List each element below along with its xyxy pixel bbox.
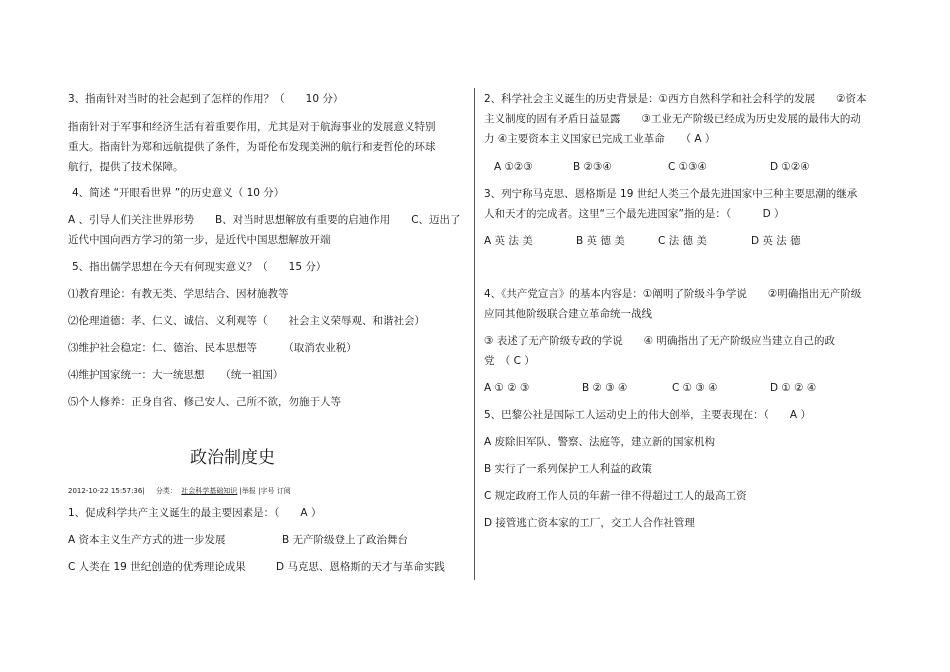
q3-answer-line: 航行，提供了技术保障。 [68,161,184,173]
mc2-option: C ①③④ [668,161,707,173]
mc2-line: 2、科学社会主义诞生的历史背景是：①西方自然科学和社会科学的发展 ②资本 [484,93,867,105]
q5-item: ⑴教育理论：有教无类、学思结合、因材施教等 [68,288,289,300]
mc4-option: A ① ② ③ [484,382,530,394]
mc2-option: B ②③④ [573,161,612,173]
mc5-option: A 废除旧军队、警察、法庭等，建立新的国家机构 [484,436,716,448]
q3-answer-line: 指南针对于军事和经济生活有着重要作用，尤其是对于航海事业的发展意义特别 [68,121,436,133]
mc1-option: A 资本主义生产方式的进一步发展 [68,534,226,546]
mc4-line: 应同其他阶级联合建立革命统一战线 [484,308,652,320]
q5-item: ⑷维护国家统一：大一统思想 （统一祖国） [68,369,284,381]
q3-question: 3、指南针对当时的社会起到了怎样的作用？（ 10 分） [68,93,344,105]
q5-item: ⑸个人修养：正身自省、修己安人、己所不欲，勿施于人等 [68,396,341,408]
mc3-line: 人和天才的完成者。这里“三个最先进国家”指的是：（ D ） [484,208,785,220]
q5-item: ⑵伦理道德：孝、仁义、诚信、义利观等（ 社会主义荣辱观、和谐社会） [68,315,425,327]
mc5-option: D 接管逃亡资本家的工厂，交工人合作社管理 [484,517,695,529]
q4-answer-line: 近代中国向西方学习的第一步，是近代中国思想解放开端 [68,234,331,246]
mc3-option: A 英 法 美 [484,235,533,247]
category-label: 分类： [155,487,177,495]
mc4-option: D ① ② ④ [770,382,817,394]
q5-item: ⑶维护社会稳定：仁、德治、民本思想等 （取消农业税） [68,342,357,354]
post-meta [68,486,291,496]
mc3-line: 3、列宁称马克思、恩格斯是 19 世纪人类三个最先进国家中三种主要思潮的继承 [484,188,858,200]
mc4-line: 党 （ C ） [484,355,535,367]
mc2-option: A ①②③ [494,161,533,173]
mc2-line: 力 ④主要资本主义国家已完成工业革命 （ A ） [484,133,716,145]
q4-answer-line: A 、引导人们关注世界形势 B、对当时思想解放有重要的启迪作用 C、迈出了 [68,214,461,226]
mc5-option: B 实行了一系列保护工人利益的政策 [484,463,653,475]
mc5-option: C 规定政府工作人员的年薪一律不得超过工人的最高工资 [484,490,747,502]
mc4-option: B ② ③ ④ [582,382,628,394]
mc5-question: 5、巴黎公社是国际工人运动史上的伟大创举，主要表现在：（ A ） [484,409,811,421]
mc3-option: C 法 德 美 [658,235,707,247]
mc2-option: D ①②④ [770,161,810,173]
mc3-option: D 英 法 德 [751,235,801,247]
mc4-line: ③ 表述了无产阶级专政的学说 ④ 明确指出了无产阶级应当建立自己的政 [484,335,836,347]
q4-question: 4、简述 “开眼看世界 ”的历史意义（ 10 分） [72,187,285,199]
category-link[interactable]: 社会科学基础知识 [181,487,238,495]
mc3-option: B 英 德 美 [576,235,625,247]
mc1-option: B 无产阶级登上了政治舞台 [282,534,409,546]
mc1-question: 1、促成科学共产主义诞生的最主要因素是：（ A ） [68,507,322,519]
post-actions[interactable]: |举报 |字号 订阅 [239,487,291,495]
mc1-option: D 马克思、恩格斯的天才与革命实践 [276,561,445,573]
post-date: 2012-10-22 15:57:36| [68,487,145,495]
mc4-line: 4、《共产党宣言》的基本内容是：①阐明了阶级斗争学说 ②明确指出无产阶级 [484,288,862,300]
q3-answer-line: 重大。指南针为郑和远航提供了条件，为哥伦布发现美洲的航行和麦哲伦的环球 [68,141,436,153]
section-title: 政治制度史 [190,448,275,468]
q5-question: 5、指出儒学思想在今天有何现实意义？（ 15 分） [72,261,327,273]
column-divider [474,88,475,580]
mc2-line: 主义制度的固有矛盾日益显露 ③工业无产阶级已经成为历史发展的最伟大的动 [484,113,861,125]
mc1-option: C 人类在 19 世纪创造的优秀理论成果 [68,561,246,573]
mc4-option: C ① ③ ④ [672,382,718,394]
